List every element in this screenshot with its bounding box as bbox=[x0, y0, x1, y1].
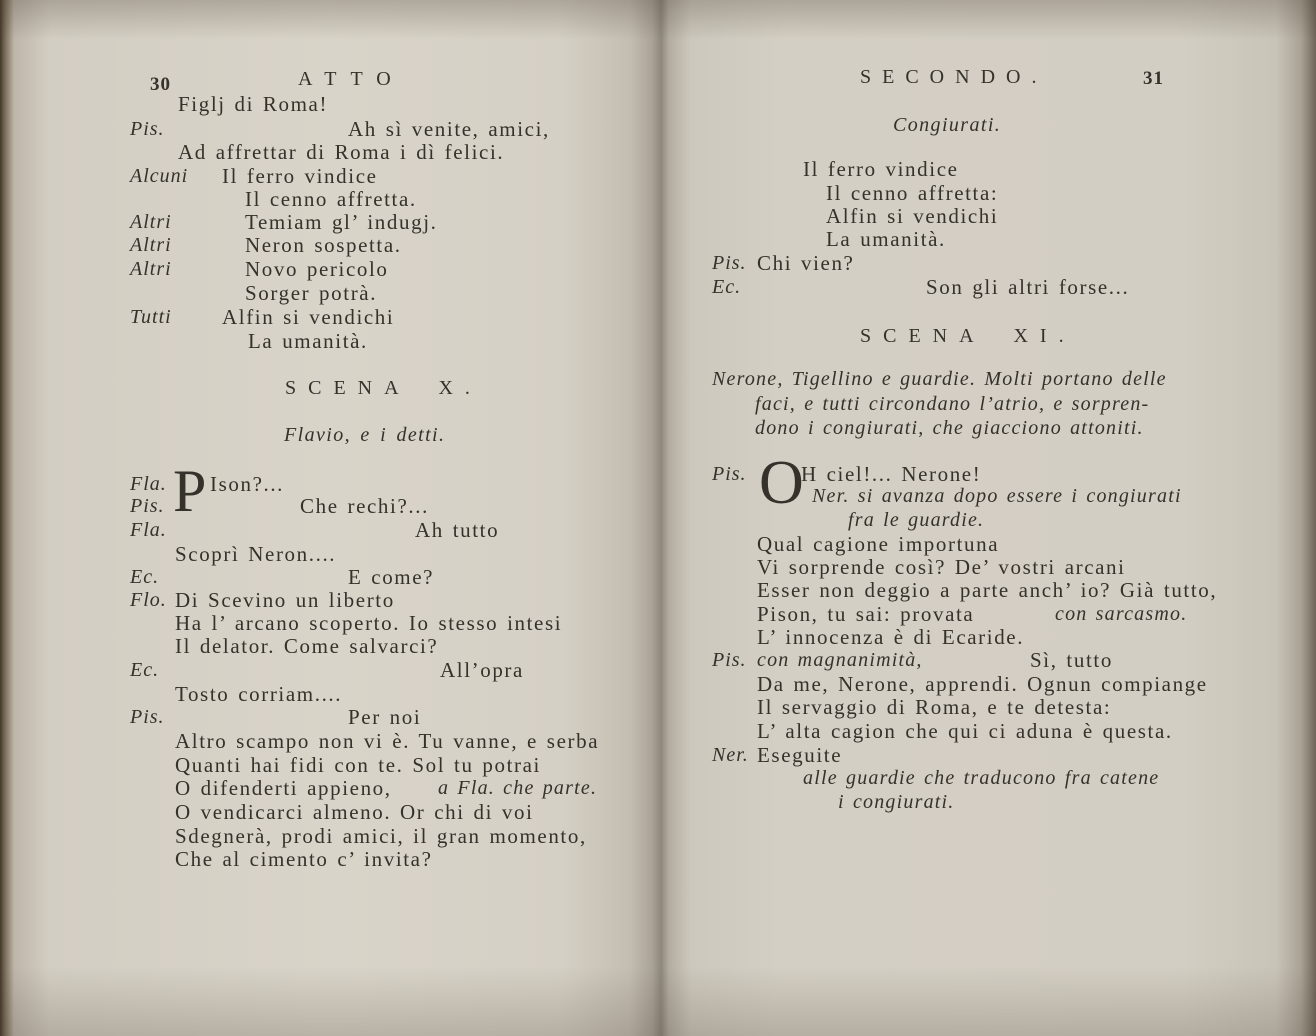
verse-line bbox=[661, 673, 1316, 695]
verse-text: Quanti hai fidi con te. Sol tu potrai bbox=[175, 753, 541, 777]
verse-line bbox=[661, 579, 1316, 601]
verse-text: La umanità. bbox=[826, 227, 946, 251]
verse-line bbox=[661, 182, 1316, 204]
verse-line bbox=[0, 730, 661, 752]
verse-text: Ha l’ arcano scoperto. Io stesso intesi bbox=[175, 611, 563, 635]
verse-text: Temiam gl’ indugj. bbox=[245, 210, 438, 234]
speaker-label: Pis. bbox=[712, 649, 747, 671]
verse-text: Alfin si vendichi bbox=[826, 204, 999, 228]
stage-direction: i congiurati. bbox=[838, 791, 955, 813]
stage-direction: faci, e tutti circondano l’atrio, e sorpren- bbox=[755, 393, 1150, 415]
speaker-label: Altri bbox=[130, 234, 172, 256]
verse-text: Alfin si vendichi bbox=[222, 305, 395, 329]
verse-text: Per noi bbox=[348, 705, 422, 729]
verse-text: All’opra bbox=[440, 658, 524, 682]
verse-text: Qual cagione importuna bbox=[757, 532, 1000, 556]
speaker-label: Ec. bbox=[130, 659, 160, 681]
stage-direction-line bbox=[661, 393, 1316, 415]
speaker-label: Fla. bbox=[130, 519, 167, 541]
verse-text: Il ferro vindice bbox=[222, 164, 378, 188]
running-head: ATTO bbox=[298, 68, 405, 90]
verse-text: Il cenno affretta: bbox=[826, 181, 999, 205]
dialogue-line bbox=[0, 258, 661, 280]
verse-text: Son gli altri forse... bbox=[926, 275, 1130, 299]
verse-line bbox=[0, 635, 661, 657]
dialogue-line bbox=[0, 234, 661, 256]
stage-direction: alle guardie che traducono fra catene bbox=[803, 767, 1160, 789]
dialogue-line bbox=[0, 211, 661, 233]
verse-text: O difenderti appieno, bbox=[175, 776, 392, 800]
scene-heading: SCENA XI. bbox=[860, 325, 1076, 347]
verse-text: Ison?... bbox=[210, 472, 285, 496]
verse-text: Scoprì Neron.... bbox=[175, 542, 337, 566]
verse-text: Vi sorprende così? De’ vostri arcani bbox=[757, 555, 1126, 579]
scene-characters: Congiurati. bbox=[893, 114, 1002, 136]
stage-direction: con sarcasmo. bbox=[1055, 603, 1188, 625]
dialogue-line bbox=[0, 589, 661, 611]
verse-text: Esser non deggio a parte anch’ io? Già tutto, bbox=[757, 578, 1218, 602]
verse-text: Sorger potrà. bbox=[245, 281, 378, 305]
dialogue-line bbox=[0, 706, 661, 728]
speaker-label: Pis. bbox=[130, 495, 165, 517]
dialogue-line bbox=[0, 495, 661, 517]
verse-text: L’ innocenza è di Ecaride. bbox=[757, 625, 1025, 649]
dialogue-line bbox=[0, 519, 661, 541]
speaker-label: Altri bbox=[130, 258, 172, 280]
dialogue-line bbox=[0, 118, 661, 140]
speaker-label: Altri bbox=[130, 211, 172, 233]
dialogue-line bbox=[661, 252, 1316, 274]
verse-text: Il delator. Come salvarci? bbox=[175, 634, 439, 658]
verse-text: Eseguite bbox=[757, 743, 843, 767]
verse-line bbox=[0, 683, 661, 705]
verse-text: E come? bbox=[348, 565, 435, 589]
verse-line bbox=[0, 612, 661, 634]
verse-text: Ah sì venite, amici, bbox=[348, 117, 550, 141]
verse-line bbox=[0, 188, 661, 210]
verse-text: H ciel!... Nerone! bbox=[801, 462, 982, 486]
speaker-label: Ec. bbox=[712, 276, 742, 298]
verse-line bbox=[0, 777, 661, 799]
page-number: 31 bbox=[1143, 68, 1164, 89]
speaker-label: Alcuni bbox=[130, 165, 189, 187]
verse-text: Ad affrettar di Roma i dì felici. bbox=[178, 140, 505, 164]
speaker-label: Pis. bbox=[712, 463, 747, 485]
verse-text: Che al cimento c’ invita? bbox=[175, 847, 433, 871]
verse-text: L’ alta cagion che qui ci aduna è questa. bbox=[757, 719, 1173, 743]
speaker-label: Fla. bbox=[130, 473, 167, 495]
verse-text: Neron sospetta. bbox=[245, 233, 402, 257]
stage-direction-line bbox=[661, 791, 1316, 813]
stage-direction: Ner. si avanza dopo essere i congiurati bbox=[812, 485, 1182, 507]
stage-direction: a Fla. che parte. bbox=[438, 777, 598, 799]
verse-line bbox=[661, 228, 1316, 250]
stage-direction-line bbox=[661, 485, 1316, 507]
verse-text: La umanità. bbox=[248, 329, 368, 353]
dialogue-line bbox=[0, 165, 661, 187]
verse-text: Sì, tutto bbox=[1030, 648, 1113, 672]
speaker-label: Tutti bbox=[130, 306, 172, 328]
page-number: 30 bbox=[150, 74, 171, 95]
dialogue-line bbox=[661, 276, 1316, 298]
verse-line bbox=[0, 141, 661, 163]
stage-direction-line bbox=[661, 368, 1316, 390]
verse-line bbox=[0, 754, 661, 776]
verse-line bbox=[0, 330, 661, 352]
stage-direction-line bbox=[661, 417, 1316, 439]
verse-line bbox=[0, 543, 661, 565]
verse-text: Figlj di Roma! bbox=[178, 92, 329, 116]
verse-text: Pison, tu sai: provata bbox=[757, 602, 975, 626]
drop-cap: O bbox=[759, 449, 804, 517]
speaker-label: Pis. bbox=[130, 706, 165, 728]
stage-direction: con magnanimità, bbox=[757, 649, 923, 671]
speaker-label: Ner. bbox=[712, 744, 749, 766]
dialogue-line bbox=[661, 649, 1316, 671]
stage-direction: Nerone, Tigellino e guardie. Molti portano delle bbox=[712, 368, 1167, 390]
verse-text: O vendicarci almeno. Or chi di voi bbox=[175, 800, 534, 824]
scene-heading: SCENA X. bbox=[285, 377, 482, 399]
right-page bbox=[661, 0, 1316, 1036]
verse-text: Da me, Nerone, apprendi. Ognun compiange bbox=[757, 672, 1208, 696]
drop-cap: P bbox=[173, 458, 207, 524]
verse-text: Il servaggio di Roma, e te detesta: bbox=[757, 695, 1112, 719]
verse-line bbox=[0, 825, 661, 847]
verse-text: Novo pericolo bbox=[245, 257, 389, 281]
verse-line bbox=[661, 158, 1316, 180]
stage-direction: dono i congiurati, che giacciono attoniti. bbox=[755, 417, 1144, 439]
verse-text: Di Scevino un liberto bbox=[175, 588, 395, 612]
verse-line bbox=[0, 848, 661, 870]
verse-line bbox=[661, 556, 1316, 578]
verse-text: Il ferro vindice bbox=[803, 157, 959, 181]
verse-text: Tosto corriam.... bbox=[175, 682, 343, 706]
verse-line bbox=[661, 603, 1316, 625]
dialogue-line bbox=[0, 659, 661, 681]
speaker-label: Flo. bbox=[130, 589, 167, 611]
verse-line bbox=[661, 696, 1316, 718]
verse-line bbox=[0, 93, 661, 115]
speaker-label: Pis. bbox=[712, 252, 747, 274]
stage-direction-line bbox=[661, 509, 1316, 531]
verse-line bbox=[661, 720, 1316, 742]
dialogue-line bbox=[0, 566, 661, 588]
verse-text: Ah tutto bbox=[415, 518, 500, 542]
verse-text: Chi vien? bbox=[757, 251, 855, 275]
verse-line bbox=[661, 205, 1316, 227]
verse-line bbox=[0, 801, 661, 823]
scene-characters: Flavio, e i detti. bbox=[284, 424, 446, 446]
verse-text: Che rechi?... bbox=[300, 494, 429, 518]
verse-line bbox=[0, 282, 661, 304]
dialogue-line bbox=[0, 306, 661, 328]
speaker-label: Ec. bbox=[130, 566, 160, 588]
verse-line bbox=[661, 626, 1316, 648]
dialogue-line bbox=[661, 744, 1316, 766]
verse-line bbox=[661, 533, 1316, 555]
stage-direction-line bbox=[661, 767, 1316, 789]
stage-direction: fra le guardie. bbox=[848, 509, 985, 531]
verse-text: Sdegnerà, prodi amici, il gran momento, bbox=[175, 824, 587, 848]
verse-text: Altro scampo non vi è. Tu vanne, e serba bbox=[175, 729, 600, 753]
running-head: SECONDO. bbox=[860, 66, 1048, 88]
speaker-label: Pis. bbox=[130, 118, 165, 140]
verse-text: Il cenno affretta. bbox=[245, 187, 417, 211]
